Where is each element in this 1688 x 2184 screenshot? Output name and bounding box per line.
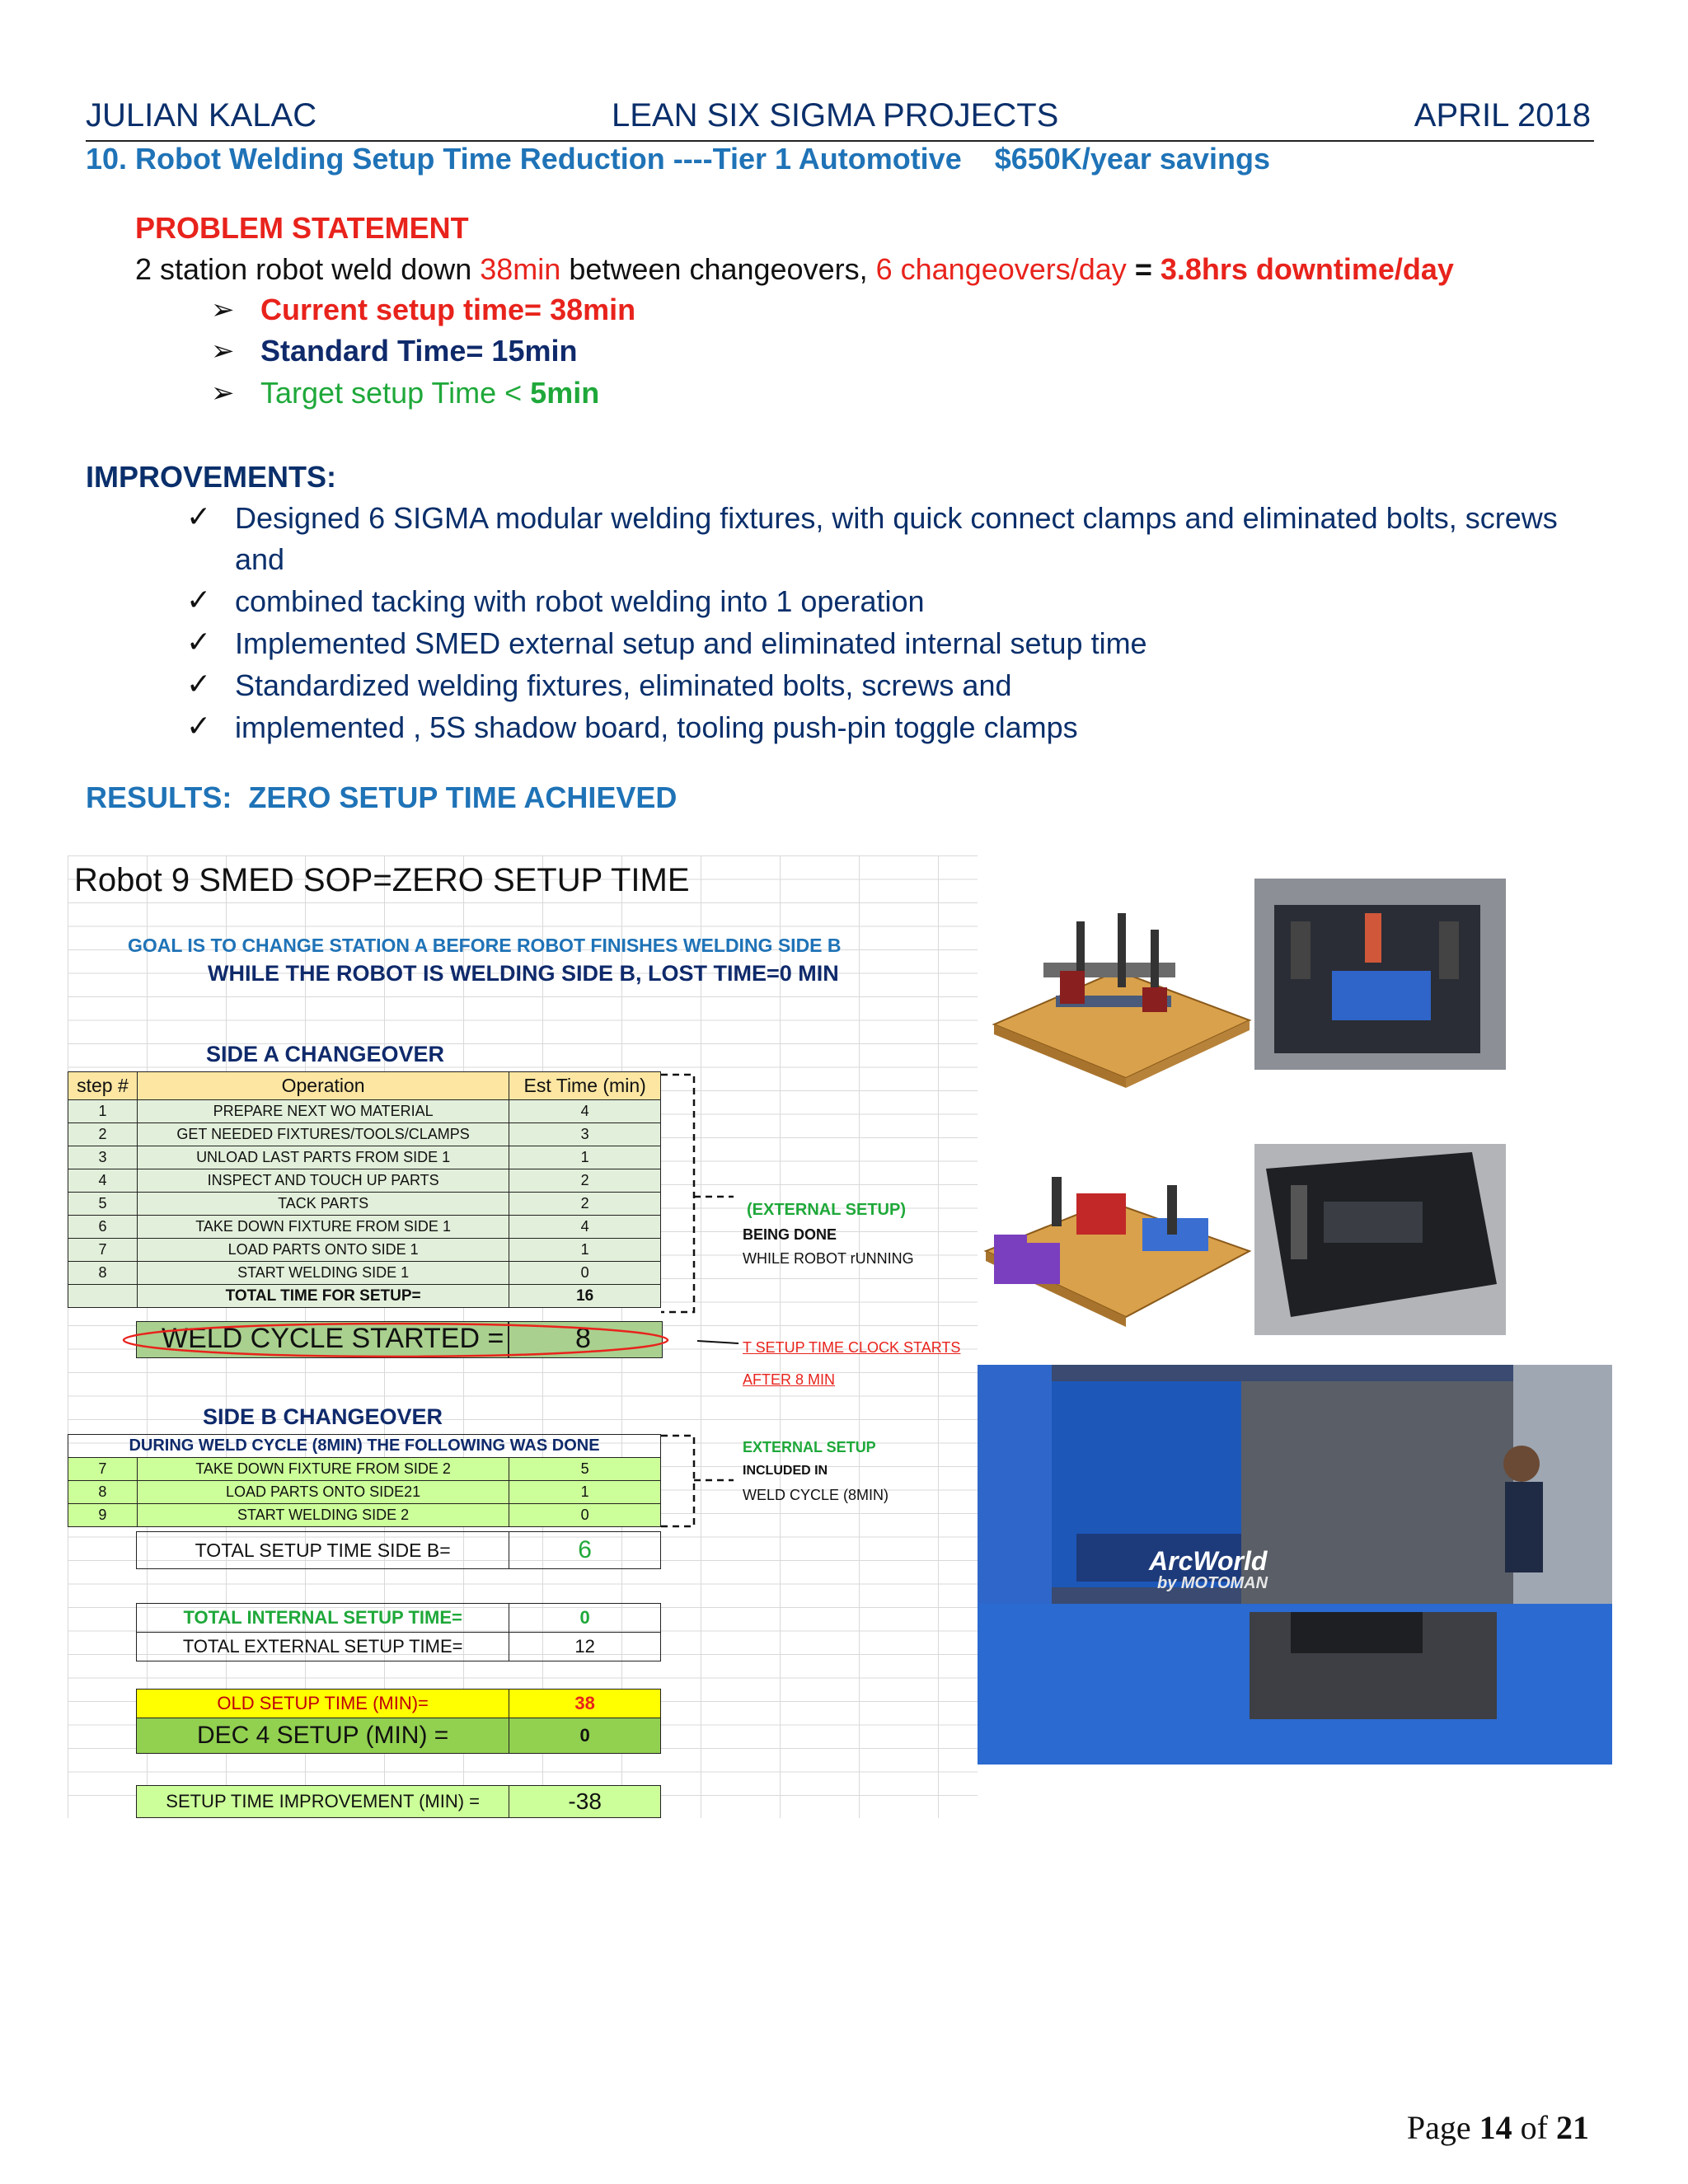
side-b-table (68, 1434, 661, 1527)
page-prefix: Page (1406, 2109, 1479, 2146)
dec4-setup-value: 0 (509, 1718, 661, 1754)
arrow-bullet-icon: ➢ (211, 335, 235, 367)
header-author: JULIAN KALAC (86, 97, 317, 134)
table-row (68, 1146, 661, 1169)
row-op: PREPARE NEXT WO MATERIAL (137, 1100, 509, 1123)
row-step: 9 (68, 1504, 138, 1527)
internal-label: TOTAL INTERNAL SETUP TIME= (137, 1604, 509, 1633)
total-a-spacer (68, 1285, 138, 1308)
after-8-min-note: AFTER 8 MIN (743, 1371, 836, 1388)
sheet-title: Robot 9 SMED SOP=ZERO SETUP TIME (74, 862, 690, 898)
page-mid: of (1512, 2109, 1556, 2146)
ext-b-note-2: INCLUDED IN (743, 1464, 828, 1478)
problem-text-e: = (1126, 252, 1160, 286)
header-topic: LEAN SIX SIGMA PROJECTS (612, 97, 1059, 134)
side-b-brace (659, 1434, 742, 1533)
row-op: TACK PARTS (137, 1193, 509, 1216)
internal-value: 0 (509, 1604, 661, 1633)
row-op: GET NEEDED FIXTURES/TOOLS/CLAMPS (137, 1123, 509, 1146)
page-total: 21 (1556, 2109, 1589, 2146)
row-time: 4 (509, 1216, 661, 1239)
row-step: 7 (68, 1239, 138, 1262)
total-a-value: 16 (509, 1285, 661, 1308)
improvement-label: SETUP TIME IMPROVEMENT (MIN) = (137, 1786, 509, 1818)
project-title: 10. Robot Welding Setup Time Reduction ----Tier 1 Automotive $650K/year savings (86, 142, 1270, 176)
side-a-title: SIDE A CHANGEOVER (206, 1042, 445, 1066)
col-operation-header: Operation (137, 1072, 509, 1100)
row-op: LOAD PARTS ONTO SIDE 1 (137, 1239, 509, 1262)
side-b-title: SIDE B CHANGEOVER (203, 1404, 443, 1429)
table-row (68, 1504, 661, 1527)
target-text: Target setup Time < (260, 376, 531, 410)
improvements-heading: IMPROVEMENTS: (86, 460, 337, 494)
improvement-value: -38 (509, 1786, 661, 1818)
row-time: 0 (509, 1262, 661, 1285)
standard-time: Standard Time= 15min (260, 334, 578, 368)
checkmark-icon: ✓ (186, 583, 212, 616)
total-b-table (136, 1531, 661, 1569)
problem-text-c: between changeovers, (560, 252, 876, 286)
clock-starts-note: T SETUP TIME CLOCK STARTS (743, 1339, 961, 1356)
improvement-item: Implemented SMED external setup and eliminated internal setup time (235, 626, 1147, 660)
checkmark-icon: ✓ (186, 667, 212, 701)
side-a-brace (659, 1073, 742, 1320)
row-time: 2 (509, 1169, 661, 1193)
old-setup-value: 38 (509, 1690, 661, 1718)
row-time: 3 (509, 1123, 661, 1146)
fixture-photos-panel (978, 872, 1512, 1335)
table-row (68, 1169, 661, 1193)
problem-text-d: 6 changeovers/day (875, 252, 1127, 286)
motoman-logo-text: by MOTOMAN (1157, 1574, 1268, 1592)
row-time: 2 (509, 1193, 661, 1216)
table-row (68, 1458, 661, 1481)
target-setup-time (260, 376, 599, 410)
ext-setup-note-1: (EXTERNAL SETUP) (747, 1201, 906, 1219)
row-time: 1 (509, 1146, 661, 1169)
old-setup-label: OLD SETUP TIME (MIN)= (137, 1690, 509, 1718)
col-time-header: Est Time (min) (509, 1072, 661, 1100)
row-step: 8 (68, 1481, 138, 1504)
row-op: TAKE DOWN FIXTURE FROM SIDE 1 (137, 1216, 509, 1239)
sheet-goal-2: WHILE THE ROBOT IS WELDING SIDE B, LOST TIME=0 MIN (208, 961, 839, 986)
row-time: 1 (509, 1239, 661, 1262)
row-step: 3 (68, 1146, 138, 1169)
weld-cycle-label: WELD CYCLE STARTED = (162, 1323, 504, 1354)
problem-text-f: 3.8hrs downtime/day (1160, 252, 1454, 286)
total-b-label: TOTAL SETUP TIME SIDE B= (137, 1532, 509, 1569)
col-step-header: step # (68, 1072, 138, 1100)
improvement-item: implemented , 5S shadow board, tooling push-pin toggle clamps (235, 710, 1078, 744)
checkmark-icon: ✓ (186, 625, 212, 658)
problem-text-a: 2 station robot weld down (135, 252, 481, 286)
ext-b-note-3: WELD CYCLE (8MIN) (743, 1487, 889, 1503)
row-step: 4 (68, 1169, 138, 1193)
table-row (68, 1216, 661, 1239)
robot-cell-image (978, 1365, 1612, 1765)
row-step: 7 (68, 1458, 138, 1481)
row-op: UNLOAD LAST PARTS FROM SIDE 1 (137, 1146, 509, 1169)
table-row (68, 1193, 661, 1216)
arrow-bullet-icon: ➢ (211, 294, 235, 326)
page-number (1407, 2108, 1589, 2147)
row-op: INSPECT AND TOUCH UP PARTS (137, 1169, 509, 1193)
improvement-table (136, 1785, 661, 1818)
current-setup-time: Current setup time= 38min (260, 293, 636, 326)
header-date: APRIL 2018 (1414, 97, 1591, 134)
external-value: 12 (509, 1633, 661, 1661)
table-row (68, 1100, 661, 1123)
weld-cycle-value: 8 (575, 1323, 591, 1354)
row-time: 0 (509, 1504, 661, 1527)
table-row (68, 1481, 661, 1504)
row-step: 6 (68, 1216, 138, 1239)
table-row (68, 1262, 661, 1285)
side-a-table (68, 1071, 661, 1308)
row-step: 2 (68, 1123, 138, 1146)
page-current: 14 (1479, 2109, 1512, 2146)
problem-heading: PROBLEM STATEMENT (135, 211, 469, 245)
row-op: LOAD PARTS ONTO SIDE21 (137, 1481, 509, 1504)
cad-fixture-b-image (986, 1177, 1250, 1327)
side-b-subtitle: DURING WELD CYCLE (8MIN) THE FOLLOWING WAS DONE (68, 1435, 661, 1458)
cad-fixture-a-image (994, 913, 1250, 1088)
problem-line (135, 252, 1454, 287)
arrow-bullet-icon: ➢ (211, 377, 235, 409)
fixture-photo-a-image (1254, 879, 1506, 1070)
row-time: 1 (509, 1481, 661, 1504)
ext-setup-note-3: WHILE ROBOT rUNNING (743, 1250, 914, 1267)
robot-cell-photo (978, 1365, 1612, 1765)
improvement-item: and (235, 542, 285, 576)
setup-summary-table (136, 1603, 661, 1661)
row-op: START WELDING SIDE 2 (137, 1504, 509, 1527)
dec4-setup-label: DEC 4 SETUP (MIN) = (137, 1718, 509, 1754)
sheet-goal-1: GOAL IS TO CHANGE STATION A BEFORE ROBOT FINISHES WELDING SIDE B (128, 935, 842, 956)
row-step: 5 (68, 1193, 138, 1216)
table-row (68, 1239, 661, 1262)
improvement-item: combined tacking with robot welding into 1 operation (235, 584, 925, 618)
table-row (68, 1123, 661, 1146)
weld-cycle-highlight (82, 1315, 709, 1365)
red-ellipse (124, 1324, 668, 1357)
ext-b-note-1: EXTERNAL SETUP (743, 1439, 876, 1455)
improvement-item: Standardized welding fixtures, eliminated bolts, screws and (235, 668, 1012, 702)
total-b-value: 6 (509, 1532, 661, 1569)
total-a-label: TOTAL TIME FOR SETUP= (137, 1285, 509, 1308)
external-label: TOTAL EXTERNAL SETUP TIME= (137, 1633, 509, 1661)
row-op: START WELDING SIDE 1 (137, 1262, 509, 1285)
row-time: 4 (509, 1100, 661, 1123)
checkmark-icon: ✓ (186, 709, 212, 743)
checkmark-icon: ✓ (186, 499, 212, 533)
target-value: 5min (530, 376, 600, 410)
arcworld-logo-text: ArcWorld (1149, 1546, 1268, 1576)
row-step: 1 (68, 1100, 138, 1123)
row-time: 5 (509, 1458, 661, 1481)
improvement-item: Designed 6 SIGMA modular welding fixtures, with quick connect clamps and eliminated bolts, screws (235, 501, 1558, 535)
row-step: 8 (68, 1262, 138, 1285)
results-heading: RESULTS: ZERO SETUP TIME ACHIEVED (86, 780, 678, 814)
problem-text-b: 38min (480, 252, 561, 286)
fixture-photos (978, 872, 1512, 1335)
ext-setup-note-2: BEING DONE (743, 1226, 837, 1243)
fixture-photo-b-image (1254, 1144, 1506, 1335)
row-op: TAKE DOWN FIXTURE FROM SIDE 2 (137, 1458, 509, 1481)
old-new-table (136, 1689, 661, 1754)
